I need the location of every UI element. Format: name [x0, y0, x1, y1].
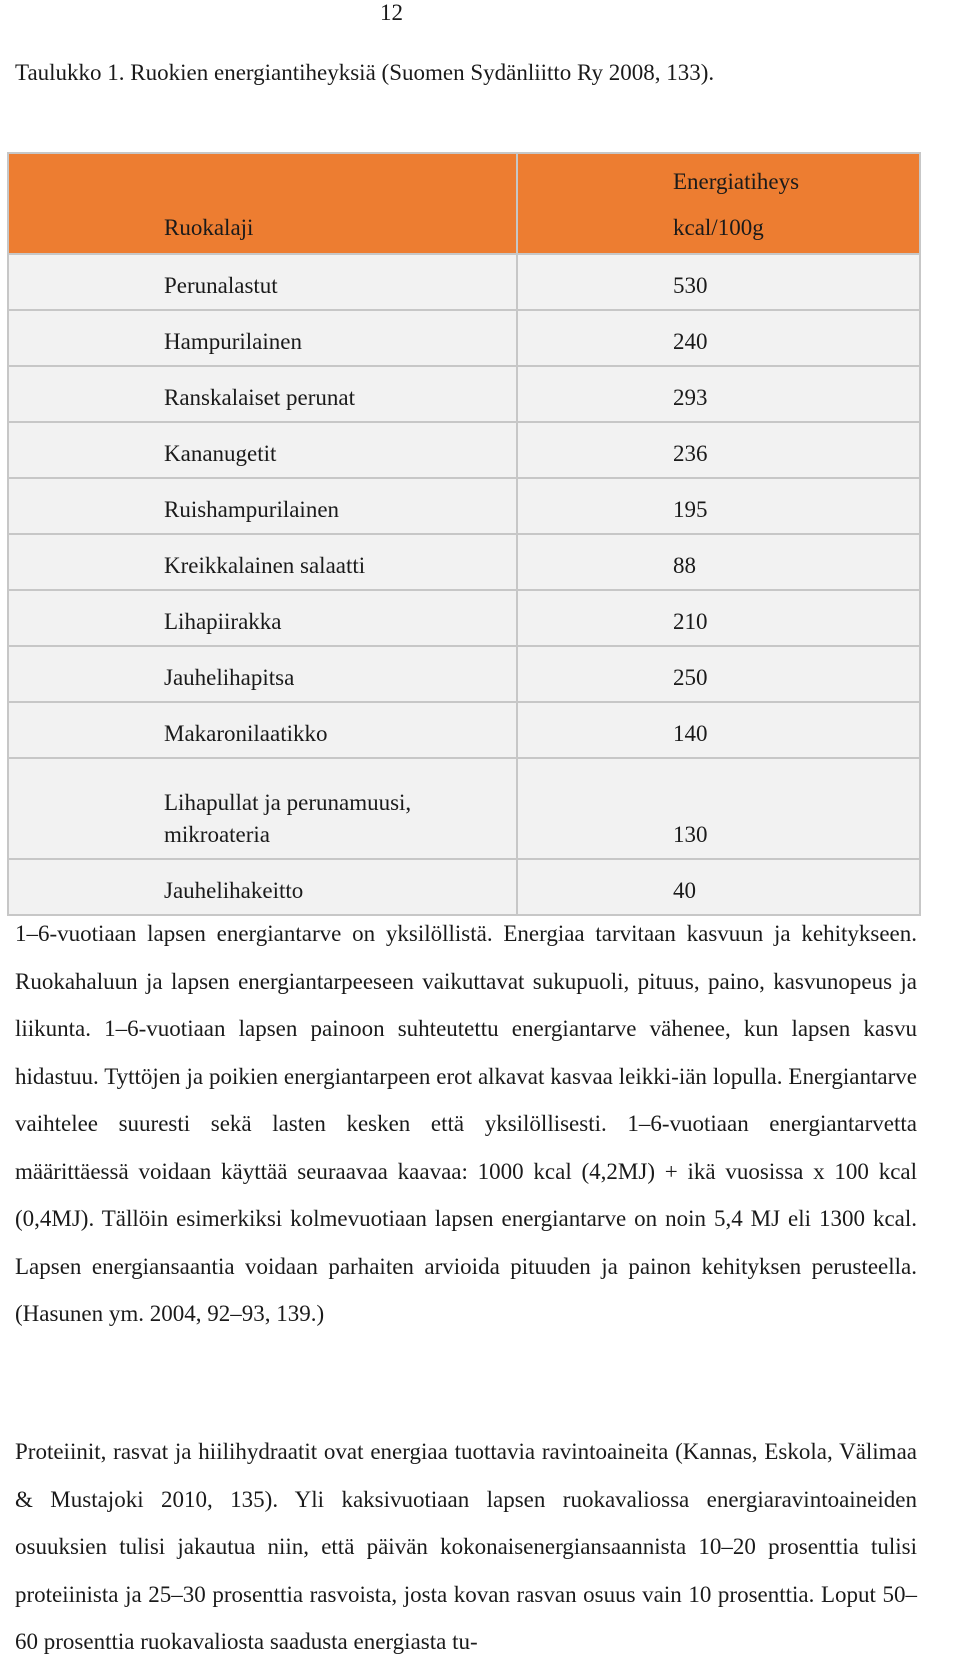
- food-cell: Kananugetit: [9, 423, 516, 477]
- table-header-row: [9, 154, 919, 253]
- kcal-cell: 40: [518, 860, 919, 914]
- food-cell: Jauhelihakeitto: [9, 860, 516, 914]
- kcal-cell: 293: [518, 367, 919, 421]
- food-cell: Ranskalaiset perunat: [9, 367, 516, 421]
- kcal-cell: 195: [518, 479, 919, 533]
- header-energy-line1: Energiatiheys: [673, 169, 800, 194]
- table-row: [9, 479, 919, 533]
- paragraph-text: Proteiinit, rasvat ja hiilihydraatit ovat energiaa tuottavia ravintoaineita (Kannas, Eskola, Välimaa & Mustajoki 2010, 135). Yli kaksivuotiaan lapsen ruokavaliossa energiaravintoaineiden osuuksien tulisi jakautua niin, että päivän kokonaisenergiansaannista 10–20 prosenttia tulisi proteiinista ja 25–30 prosenttia rasvoista, josta kovan rasvan osuus vain 10 prosenttia. Loput 50–60 prosenttia ruokavaliosta saadusta energiasta tu-: [15, 1439, 917, 1654]
- table-row: [9, 703, 919, 757]
- kcal-cell: 88: [518, 535, 919, 589]
- table-row: [9, 367, 919, 421]
- table-row: [9, 860, 919, 914]
- food-cell-line1: Lihapullat ja perunamuusi,: [164, 790, 412, 815]
- kcal-cell: 236: [518, 423, 919, 477]
- food-cell: Ruishampurilainen: [9, 479, 516, 533]
- table-row: [9, 535, 919, 589]
- kcal-cell: 210: [518, 591, 919, 645]
- header-energy-line2: kcal/100g: [673, 215, 764, 240]
- table-row: [9, 255, 919, 309]
- kcal-cell: 530: [518, 255, 919, 309]
- food-cell: Makaronilaatikko: [9, 703, 516, 757]
- paragraph-text: 1–6-vuotiaan lapsen energiantarve on yksilöllistä. Energiaa tarvitaan kasvuun ja kehitykseen. Ruokahaluun ja lapsen energiantarpeeseen vaikuttavat sukupuoli, pituus, paino, kasvunopeus ja liikunta. 1–6-vuotiaan lapsen painoon suhteutettu energiantarve vähenee, kun lapsen kasvu hidastuu. Tyttöjen ja poikien energiantarpeen erot alkavat kasvaa leikki-iän lopulla. Energiantarve vaihtelee suuresti sekä lasten kesken että yksilöllisesti. 1–6-vuotiaan energiantarvetta määrittäessä voidaan käyttää seuraavaa kaavaa: 1000 kcal (4,2MJ) + ikä vuosissa x 100 kcal (0,4MJ). Tällöin esimerkiksi kolmevuotiaan lapsen energiantarve on noin 5,4 MJ eli 1300 kcal. Lapsen energiansaantia voidaan parhaiten arvioida pituuden ja painon kehityksen perusteella. (Hasunen ym. 2004, 92–93, 139.): [15, 921, 917, 1326]
- header-energy: [518, 154, 919, 253]
- food-cell: Lihapiirakka: [9, 591, 516, 645]
- header-food: Ruokalaji: [9, 154, 516, 253]
- table-row: [9, 759, 919, 858]
- body-paragraph-2: [15, 1428, 917, 1666]
- kcal-cell: 140: [518, 703, 919, 757]
- kcal-cell: 250: [518, 647, 919, 701]
- table-row: [9, 311, 919, 365]
- food-cell-line2: mikroateria: [164, 822, 271, 847]
- table-caption: Taulukko 1. Ruokien energiantiheyksiä (Suomen Sydänliitto Ry 2008, 133).: [15, 60, 715, 85]
- page-number: 12: [380, 0, 403, 25]
- table-row: [9, 647, 919, 701]
- food-cell: Perunalastut: [9, 255, 516, 309]
- table-row: [9, 591, 919, 645]
- food-cell: [9, 759, 516, 858]
- food-cell: Jauhelihapitsa: [9, 647, 516, 701]
- body-paragraph-1: [15, 910, 917, 1338]
- food-cell: Kreikkalainen salaatti: [9, 535, 516, 589]
- table-row: [9, 423, 919, 477]
- food-cell: Hampurilainen: [9, 311, 516, 365]
- energy-density-table: [7, 152, 921, 916]
- kcal-cell: 130: [518, 759, 919, 858]
- kcal-cell: 240: [518, 311, 919, 365]
